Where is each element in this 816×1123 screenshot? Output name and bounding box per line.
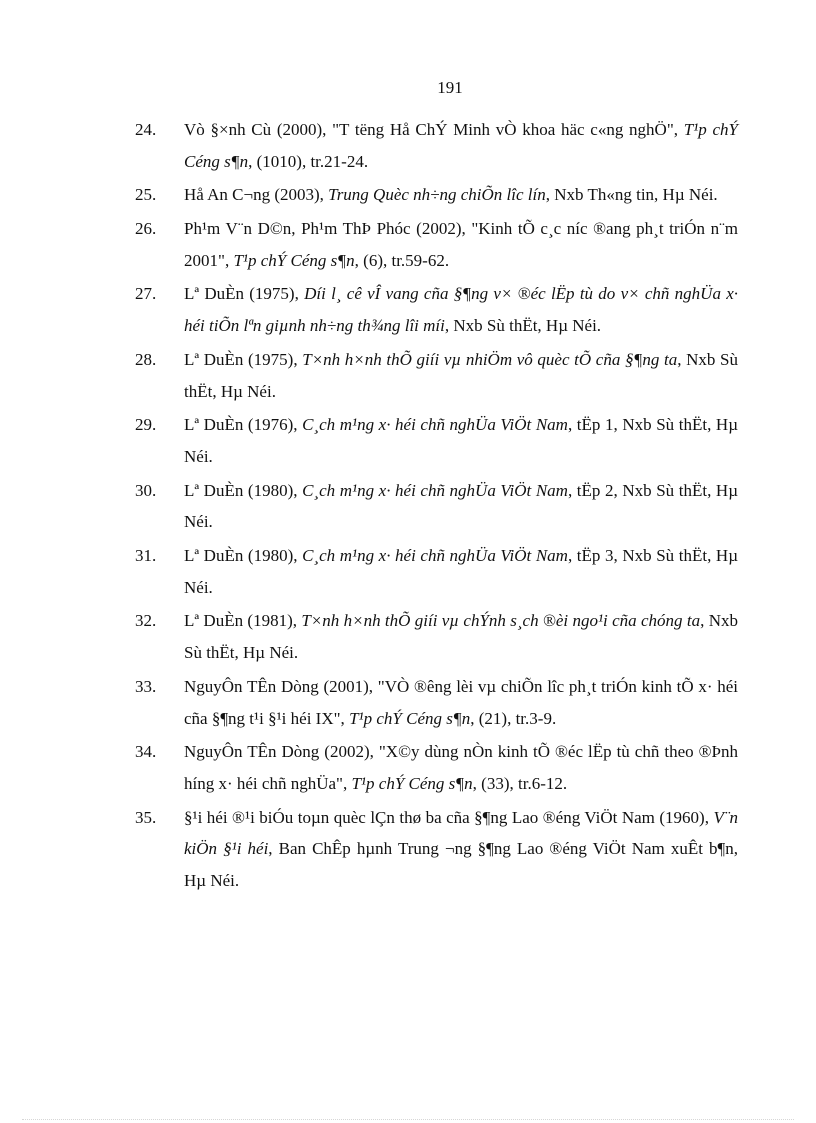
reference-number: 31. bbox=[135, 545, 157, 565]
reference-item bbox=[0, 213, 816, 277]
reference-number: 27. bbox=[135, 284, 157, 304]
reference-title: T¹p chÝ Céng s¶n bbox=[351, 773, 473, 793]
reference-text bbox=[184, 540, 738, 604]
reference-text-after: , tËp 3, Nxb Sù thËt, Hµ Néi. bbox=[184, 545, 738, 597]
reference-text-after: , (1010), tr.21-24. bbox=[248, 151, 369, 171]
reference-item bbox=[0, 475, 816, 539]
reference-text-after: , (21), tr.3-9. bbox=[470, 708, 557, 728]
reference-title: T¹p chÝ Céng s¶n bbox=[233, 250, 355, 270]
reference-number: 29. bbox=[135, 415, 157, 435]
reference-text bbox=[184, 802, 738, 897]
reference-text bbox=[184, 213, 738, 277]
reference-number: 24. bbox=[135, 120, 157, 139]
reference-text-after: , tËp 2, Nxb Sù thËt, Hµ Néi. bbox=[184, 480, 738, 532]
reference-number: 30. bbox=[135, 480, 157, 500]
reference-text-before: §¹i héi ®¹i biÓu toµn quèc lÇn thø ba cña §¶ng Lao ®éng ViÖt Nam (1960), bbox=[184, 807, 714, 827]
reference-number: 35. bbox=[135, 807, 157, 827]
reference-text-before: Lª DuÈn (1975), bbox=[184, 349, 303, 369]
reference-item bbox=[0, 344, 816, 408]
reference-title: Trung Quèc nh÷ng chiÕn lîc lín bbox=[328, 185, 546, 205]
reference-title: T×nh h×nh thÕ giíi vµ chÝnh s¸ch ®èi ngo¹i cña chóng ta bbox=[301, 611, 701, 631]
reference-number: 28. bbox=[135, 349, 157, 369]
reference-text-before: Lª DuÈn (1980), bbox=[184, 545, 303, 565]
reference-text-before: Lª DuÈn (1975), bbox=[184, 284, 305, 304]
reference-text-after: , Nxb Sù thËt, Hµ Néi. bbox=[184, 349, 739, 401]
reference-text-before: NguyÔn TÊn Dòng (2002), "X©y dùng nÒn kinh tÕ ®éc lËp tù chñ theo ®Þnh híng x· héi chñ nghÜa", bbox=[184, 742, 738, 793]
reference-number: 34. bbox=[135, 742, 157, 762]
reference-number: 25. bbox=[135, 185, 157, 205]
reference-text bbox=[184, 278, 738, 342]
reference-title: T¹p chÝ Céng s¶n bbox=[349, 708, 471, 728]
reference-text-after: , Nxb Th«ng tin, Hµ Néi. bbox=[545, 185, 718, 205]
reference-title: C¸ch m¹ng x· héi chñ nghÜa ViÖt Nam bbox=[302, 415, 568, 435]
reference-text-before: Lª DuÈn (1981), bbox=[184, 611, 302, 631]
reference-item bbox=[0, 114, 816, 178]
reference-text-after: , tËp 1, Nxb Sù thËt, Hµ Néi. bbox=[184, 415, 738, 466]
reference-text-after: , Nxb Sù thËt, Hµ Néi. bbox=[444, 316, 602, 336]
reference-title: Díi l¸ cê vÎ vang cña §¶ng v× ®éc lËp tù do v× chñ nghÜa x· héi tiÕn lªn giµnh nh÷ng th¾ng lîi míi bbox=[184, 284, 739, 336]
reference-title: T×nh h×nh thÕ giíi vµ nhiÖm vô quèc tÕ cña §¶ng ta bbox=[302, 349, 678, 369]
reference-number: 26. bbox=[135, 218, 157, 238]
reference-text bbox=[184, 605, 738, 669]
reference-text bbox=[184, 179, 738, 211]
page-number: 191 bbox=[437, 78, 463, 97]
reference-item bbox=[0, 278, 816, 342]
reference-item bbox=[0, 540, 816, 604]
reference-title: C¸ch m¹ng x· héi chñ nghÜa ViÖt Nam bbox=[302, 545, 568, 565]
reference-text bbox=[184, 475, 738, 539]
reference-number: 33. bbox=[135, 676, 157, 696]
reference-text bbox=[184, 736, 738, 800]
reference-text-after: , Nxb Sù thËt, Hµ Néi. bbox=[184, 611, 738, 663]
reference-text-before: Ph¹m V¨n D©n, Ph¹m ThÞ Phóc (2002), "Kinh tÕ c¸c níc ®ang ph¸t triÓn n¨m 2001", bbox=[184, 218, 738, 270]
reference-title: V¨n kiÖn §¹i héi bbox=[184, 807, 738, 859]
reference-title: T¹p chÝ Céng s¶n bbox=[184, 120, 738, 171]
reference-text bbox=[184, 114, 738, 178]
reference-text-after: , Ban ChÊp hµnh Trung ¬ng §¶ng Lao ®éng ViÖt Nam xuÊt b¶n, Hµ Néi. bbox=[184, 839, 738, 891]
reference-text-after: , (6), tr.59-62. bbox=[354, 250, 450, 270]
page-bottom-divider bbox=[22, 1119, 794, 1120]
reference-text-after: , (33), tr.6-12. bbox=[472, 773, 568, 793]
reference-number: 32. bbox=[135, 611, 157, 631]
reference-item bbox=[0, 409, 816, 473]
reference-item bbox=[0, 736, 816, 800]
reference-text-before: NguyÔn TÊn Dòng (2001), "VÒ ®êng lèi vµ chiÕn lîc ph¸t triÓn kinh tÕ x· héi cña §¶ng t¹i §¹i héi IX", bbox=[184, 676, 738, 728]
reference-text bbox=[184, 409, 738, 473]
reference-text-before: Vò §×nh Cù (2000), "T tëng Hå ChÝ Minh vÒ khoa häc c«ng nghÖ", bbox=[184, 120, 684, 139]
reference-text bbox=[184, 671, 738, 735]
reference-text-before: Hå An C¬ng (2003), bbox=[184, 185, 329, 205]
reference-text-before: Lª DuÈn (1980), bbox=[184, 480, 303, 500]
reference-item bbox=[0, 179, 816, 211]
reference-item bbox=[0, 802, 816, 897]
reference-text-before: Lª DuÈn (1976), bbox=[184, 415, 303, 435]
reference-item bbox=[0, 671, 816, 735]
reference-text bbox=[184, 344, 738, 408]
reference-title: C¸ch m¹ng x· héi chñ nghÜa ViÖt Nam bbox=[302, 480, 568, 500]
reference-list bbox=[0, 114, 816, 897]
reference-item bbox=[0, 605, 816, 669]
